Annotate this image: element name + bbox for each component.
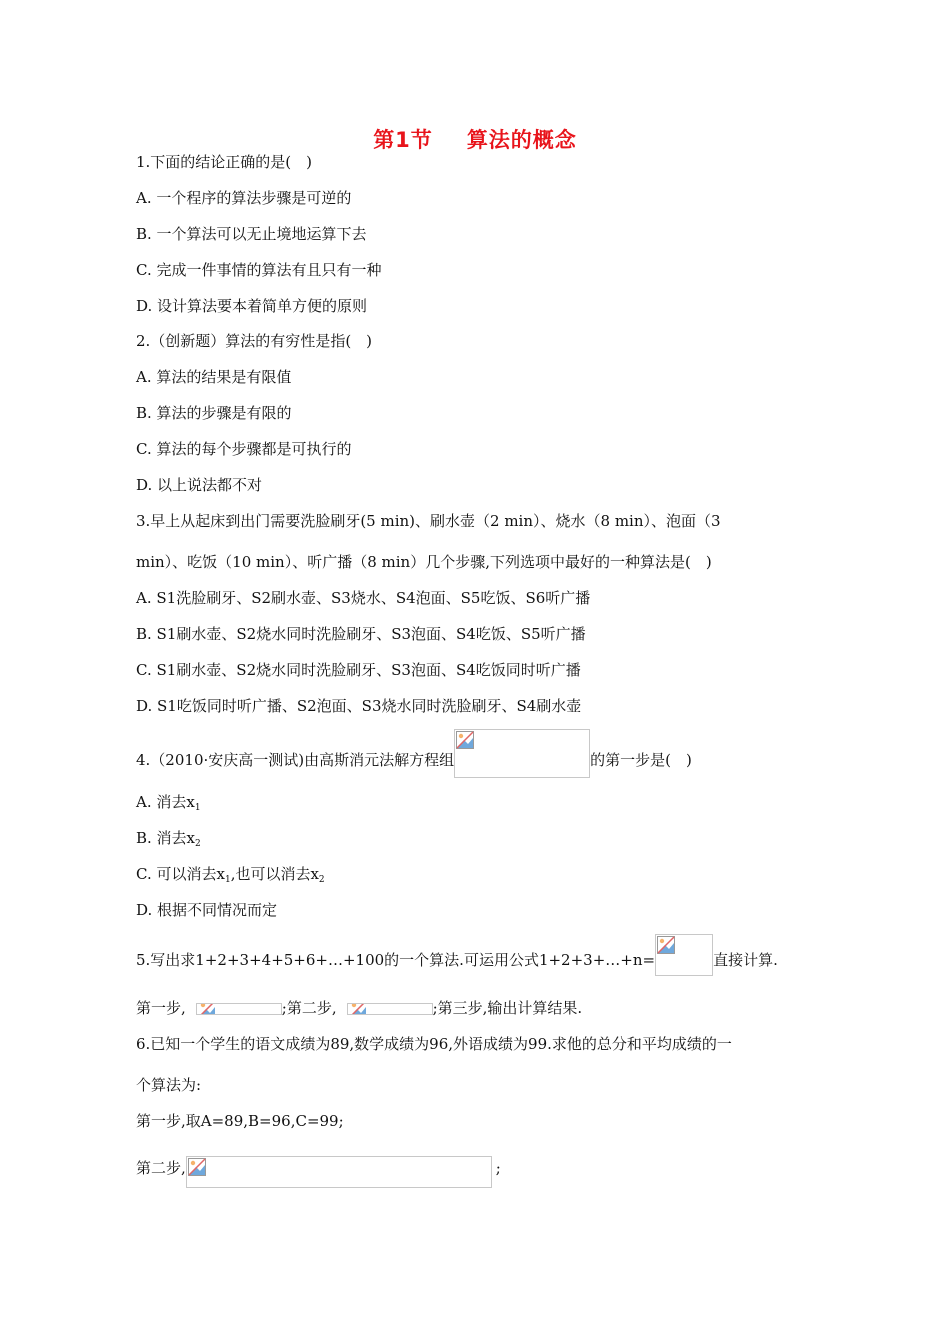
step-2-label: 第二步, — [136, 1159, 186, 1177]
broken-image-icon — [657, 936, 675, 954]
equation-system-image — [454, 729, 590, 778]
option-c-text-2: ,也可以消去x — [230, 865, 319, 883]
question-3-stem-line-1: 3.早上从起床到出门需要洗脸刷牙(5 min)、刷水壶（2 min）、烧水（8 min）、泡面（3 — [136, 512, 721, 530]
question-5-steps — [136, 998, 582, 1018]
question-6-step-2 — [136, 1150, 501, 1188]
section-title: 算法的概念 — [466, 128, 577, 152]
question-2-option-d: D. 以上说法都不对 — [136, 476, 263, 494]
question-2-option-b: B. 算法的步骤是有限的 — [136, 404, 292, 422]
question-4-option-b — [136, 828, 201, 854]
subscript: 1 — [194, 803, 201, 813]
question-1-stem: 1.下面的结论正确的是( ) — [136, 153, 313, 171]
section-number: 第1节 — [373, 128, 433, 152]
page-title — [0, 124, 950, 154]
question-3-option-a: A. S1洗脸刷牙、S2刷水壶、S3烧水、S4泡面、S5吃饭、S6听广播 — [136, 589, 591, 607]
question-3-option-b: B. S1刷水壶、S2烧水同时洗脸刷牙、S3泡面、S4吃饭、S5听广播 — [136, 625, 586, 643]
option-c-text-1: C. 可以消去x — [136, 865, 225, 883]
step-2-image — [347, 1003, 433, 1015]
option-a-text: A. 消去x — [136, 793, 195, 811]
broken-image-icon — [198, 1003, 216, 1015]
question-2-option-c: C. 算法的每个步骤都是可执行的 — [136, 440, 352, 458]
question-5-stem — [136, 946, 778, 976]
question-6-step-1: 第一步,取A=89,B=96,C=99; — [136, 1112, 344, 1130]
question-4-stem-after: 的第一步是( ) — [590, 751, 692, 769]
question-1-option-d: D. 设计算法要本着简单方便的原则 — [136, 297, 368, 315]
question-3-option-d: D. S1吃饭同时听广播、S2泡面、S3烧水同时洗脸刷牙、S4刷水壶 — [136, 697, 582, 715]
formula-image — [655, 934, 713, 976]
question-1-option-b: B. 一个算法可以无止境地运算下去 — [136, 225, 367, 243]
broken-image-icon — [188, 1158, 206, 1176]
step-1-label: 第一步, — [136, 999, 186, 1017]
question-4-option-a — [136, 792, 201, 818]
question-3-stem-line-2: min）、吃饭（10 min）、听广播（8 min）几个步骤,下列选项中最好的一种算法是( ) — [136, 553, 712, 571]
question-2-stem: 2.（创新题）算法的有穷性是指( ) — [136, 332, 373, 350]
step-2-end: ; — [495, 1159, 501, 1177]
subscript: 1 — [224, 875, 231, 885]
question-2-option-a: A. 算法的结果是有限值 — [136, 368, 292, 386]
step-1-image — [196, 1003, 282, 1015]
broken-image-icon — [456, 731, 474, 749]
question-4-stem-before: 4.（2010·安庆高一测试)由高斯消元法解方程组 — [136, 751, 455, 769]
question-4-option-c — [136, 864, 325, 890]
question-1-option-c: C. 完成一件事情的算法有且只有一种 — [136, 261, 382, 279]
subscript: 2 — [195, 839, 201, 849]
question-5-stem-before: 5.写出求1+2+3+4+5+6+…+100的一个算法.可运用公式1+2+3+…+n= — [136, 951, 656, 969]
question-6-stem-line-1: 6.已知一个学生的语文成绩为89,数学成绩为96,外语成绩为99.求他的总分和平均成绩的一 — [136, 1035, 732, 1053]
question-1-option-a: A. 一个程序的算法步骤是可逆的 — [136, 189, 352, 207]
question-3-option-c: C. S1刷水壶、S2烧水同时洗脸刷牙、S3泡面、S4吃饭同时听广播 — [136, 661, 581, 679]
option-b-text: B. 消去x — [136, 829, 196, 847]
subscript: 2 — [318, 875, 325, 885]
step-2-image — [186, 1156, 492, 1188]
step-2-label: ;第二步, — [281, 999, 337, 1017]
question-4-option-d: D. 根据不同情况而定 — [136, 901, 278, 919]
broken-image-icon — [349, 1003, 367, 1015]
question-6-stem-line-2: 个算法为: — [136, 1076, 202, 1094]
question-4-stem — [136, 744, 692, 778]
step-3-label: ;第三步,输出计算结果. — [432, 999, 583, 1017]
question-5-stem-after: 直接计算. — [713, 951, 778, 969]
